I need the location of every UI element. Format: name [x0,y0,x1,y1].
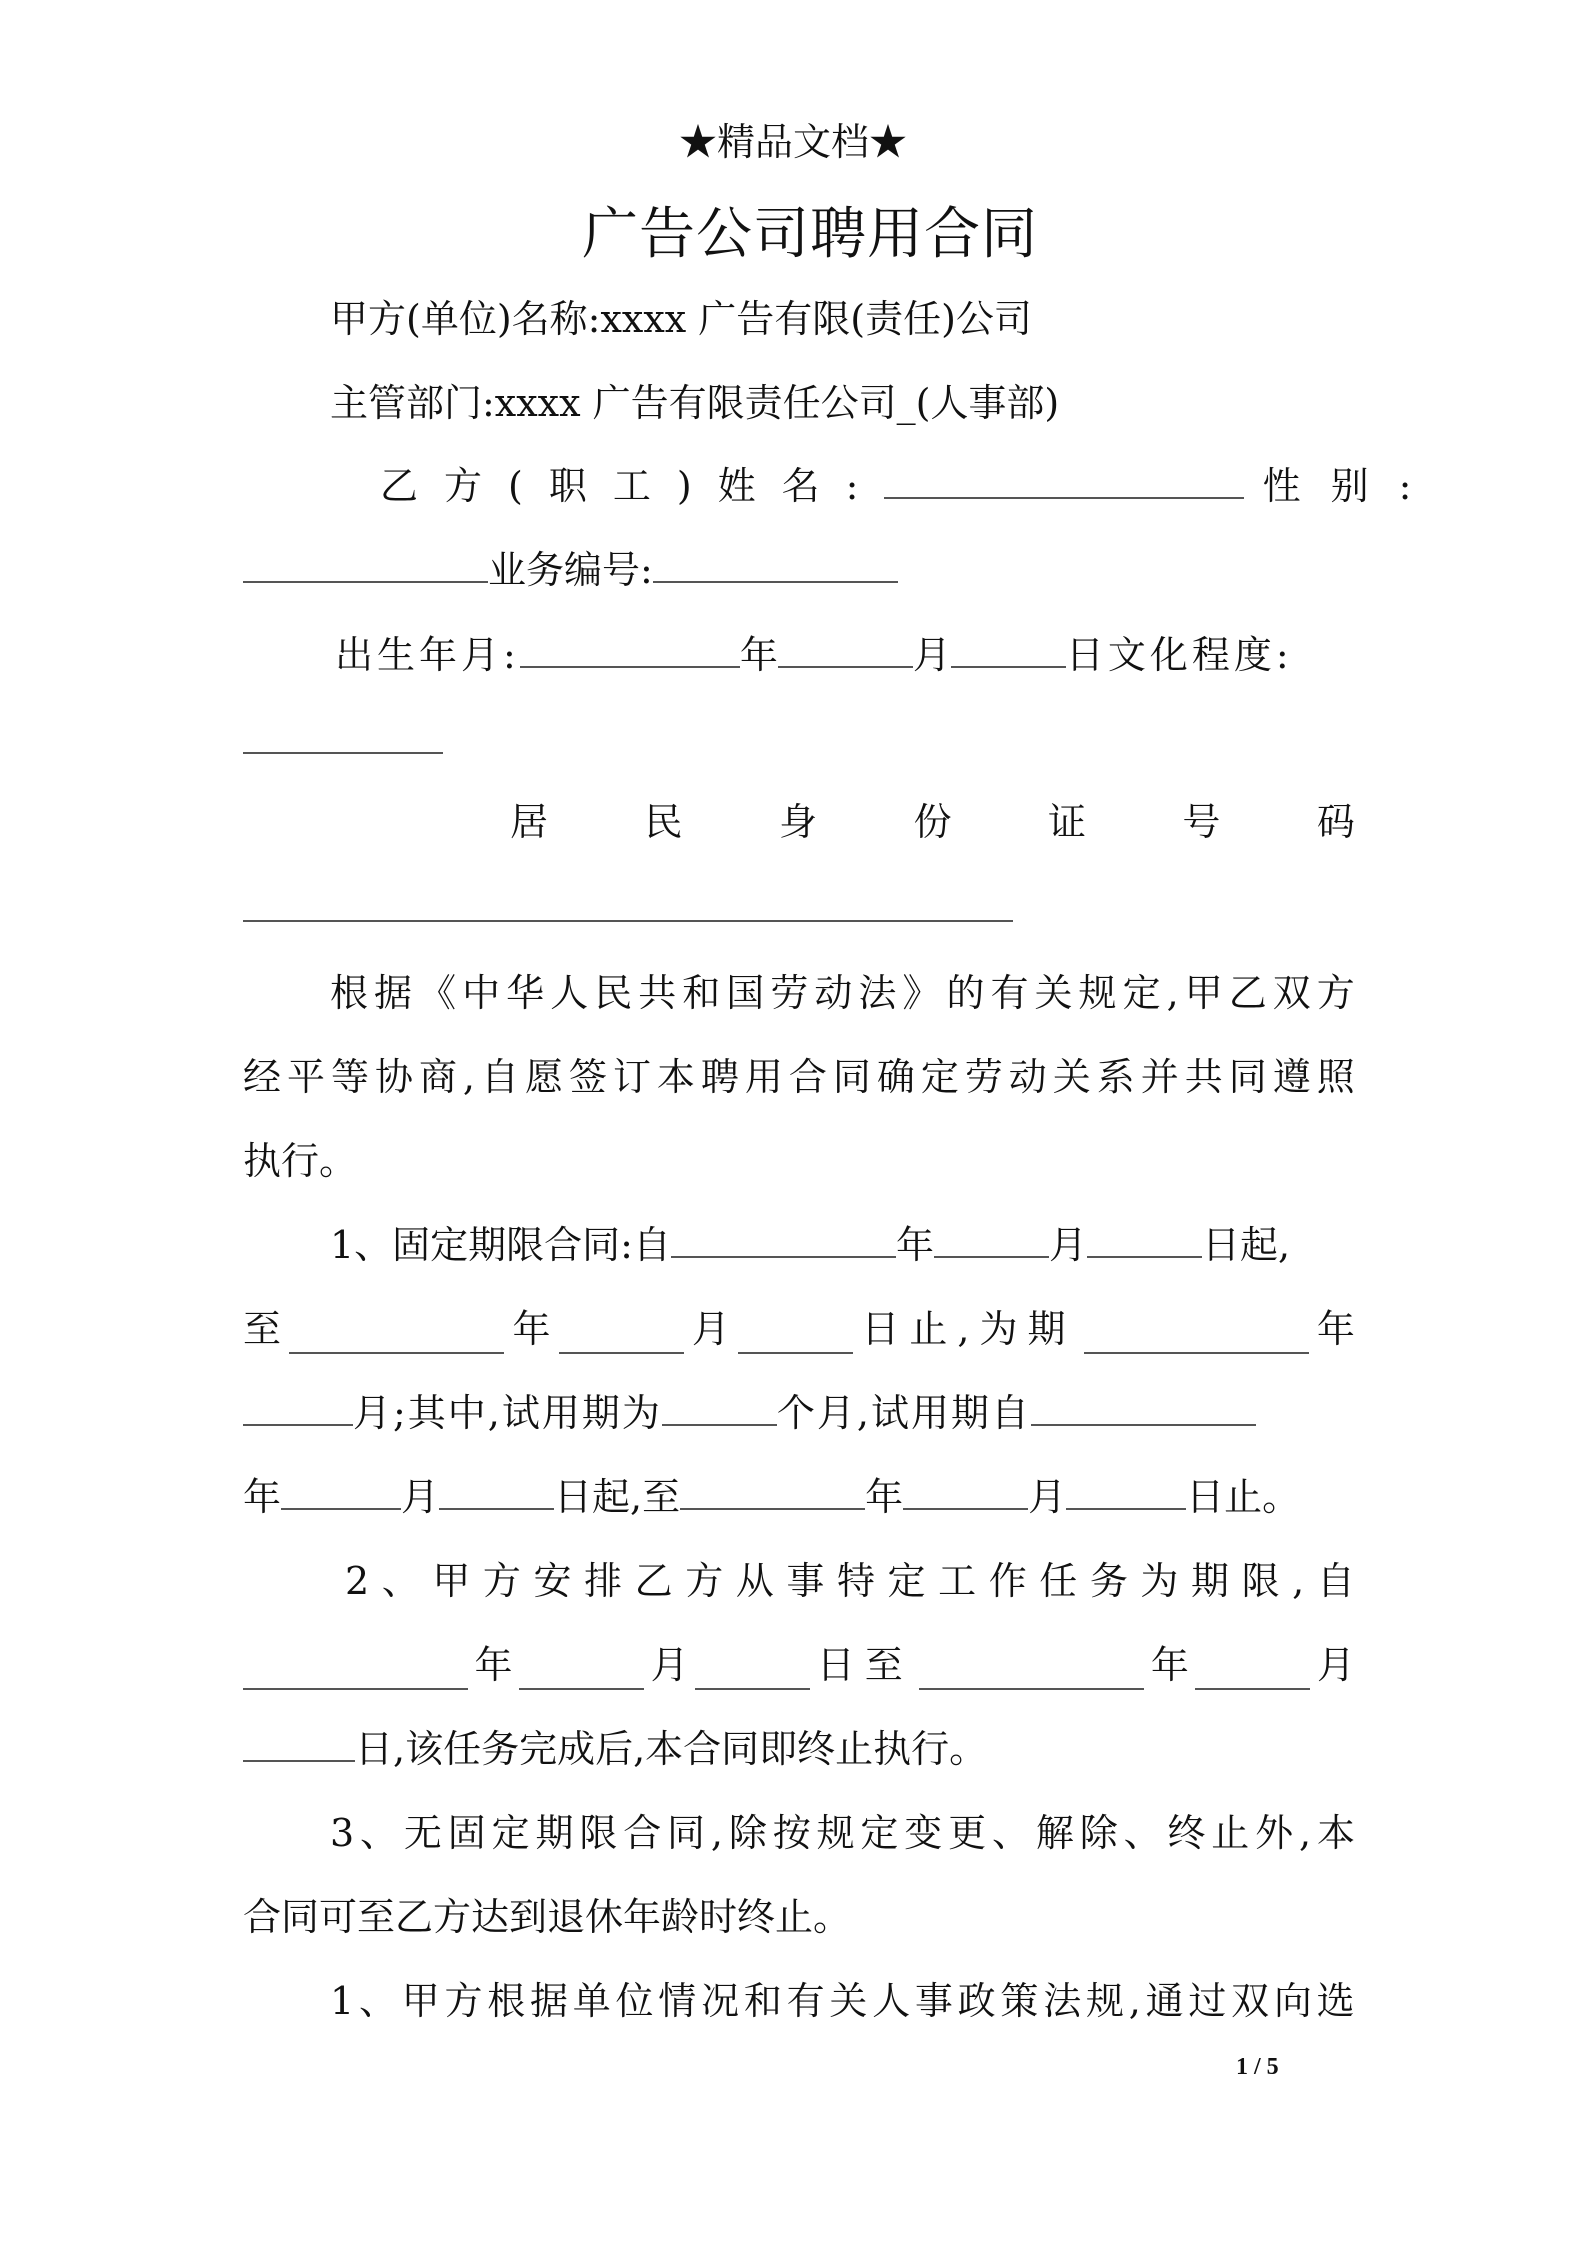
text-char: 签 [568,1055,607,1099]
text-char: 政 [957,1979,996,2023]
gender-blank[interactable] [243,545,488,583]
text-char: 规 [1085,1979,1124,2023]
text-char: 定 [491,1811,530,1855]
c2-start-month-blank[interactable] [519,1652,644,1690]
clause3-line-2: 合同可至乙方达到退休年龄时终止。 [243,1895,852,1939]
text-char: 有 [786,1979,825,2023]
text-char: 止 [1211,1811,1250,1855]
text-char: 限 [579,1811,618,1855]
text-char: 乙 [1228,971,1267,1015]
c2-year-label: 年 [474,1643,513,1687]
text-char: 号 [1182,800,1221,844]
text-char: 《 [418,971,457,1015]
text-char: 本 [1316,1811,1355,1855]
c2-end-year-blank[interactable] [919,1652,1144,1690]
c1-start-month-blank[interactable] [934,1220,1049,1258]
id-number-blank[interactable] [243,920,1013,922]
text-char: 人 [872,1979,911,2023]
name-blank[interactable] [884,461,1244,499]
text-char: 、 [381,1559,420,1603]
c2-start-day-blank[interactable] [695,1652,810,1690]
birth-row [335,630,1293,680]
text-char: 定 [860,1811,899,1855]
text-char: 解 [1035,1811,1074,1855]
party-b-row [380,461,1442,511]
text-char: 3 [330,1811,355,1855]
text-char: 合 [788,1055,827,1099]
c1-day-start: 日起, [1202,1223,1291,1267]
birth-month-blank[interactable] [778,630,913,668]
text-char: 事 [786,1559,825,1603]
text-char: 限 [1241,1559,1280,1603]
text-char: 国 [726,971,765,1015]
text-char: 系 [1096,1055,1135,1099]
text-char: 和 [682,971,721,1015]
text-char: 同 [1228,1055,1267,1099]
text-char: 本 [656,1055,695,1099]
c1-term-month-blank[interactable] [243,1388,353,1426]
clause2-line-1-text [345,1556,1355,1606]
text-char: , [462,1055,476,1099]
text-char: 2 [345,1559,370,1603]
text-char: 过 [1188,1979,1227,2023]
intro-line-2-text [243,1052,1355,1102]
birth-label: 出生年月: [335,633,520,677]
c2-end-day-blank[interactable] [243,1724,355,1762]
text-char: 动 [814,971,853,1015]
text-char: 工 [938,1559,977,1603]
text-char: 》 [902,971,941,1015]
text-char: 除 [1079,1811,1118,1855]
intro-line-2 [243,1052,1355,1102]
text-char: , [1128,1979,1141,2023]
text-char: , [1292,1559,1305,1603]
c1-p-year-label: 年 [243,1475,282,1519]
c1-end-day-blank[interactable] [738,1316,853,1354]
clause1-line-4 [243,1472,1300,1522]
text-char: 关 [1034,971,1073,1015]
text-char: 据 [530,1979,569,2023]
text-char: 并 [1140,1055,1179,1099]
text-char: 用 [744,1055,783,1099]
text-char: 定 [920,1055,959,1099]
text-char: 订 [612,1055,651,1099]
birth-month-label: 月 [912,633,951,677]
text-char: 同 [667,1811,706,1855]
intro-line-3: 执行。 [243,1139,358,1183]
text-char: 向 [1273,1979,1312,2023]
text-char: 动 [1008,1055,1047,1099]
c1-day-start2: 日起,至 [554,1475,681,1519]
text-char: 遵 [1272,1055,1311,1099]
c1-end-year-label: 年 [512,1307,551,1351]
text-char: 中 [462,971,501,1015]
text-char: 证 [1047,800,1086,844]
c1-term-blank[interactable] [1084,1316,1309,1354]
text-char: 作 [988,1559,1027,1603]
text-char: 经 [243,1055,282,1099]
education-blank[interactable] [243,752,443,754]
number-label: 业务编号: [488,548,653,592]
text-char: 情 [658,1979,697,2023]
text-char: 终 [1167,1811,1206,1855]
c1-day-end: 日止,为期 [861,1307,1076,1351]
c1-start-year-blank[interactable] [671,1220,896,1258]
c1-p-end-year-label: 年 [865,1475,904,1519]
text-char: , [1299,1811,1312,1855]
text-char: 规 [1078,971,1117,1015]
text-char: 自 [480,1055,519,1099]
text-char: 同 [832,1055,871,1099]
number-blank[interactable] [653,545,898,583]
text-char: 劳 [964,1055,1003,1099]
c1-p-day-blank[interactable] [439,1472,554,1510]
text-char: 固 [447,1811,486,1855]
text-char: 1 [330,1979,355,2023]
text-char: 愿 [524,1055,563,1099]
text-char: 况 [701,1979,740,2023]
c2-day-to: 日至 [816,1643,913,1687]
page-number: 1 / 5 [1236,2054,1279,2080]
text-char: 通 [1145,1979,1184,2023]
text-char: 方 [1316,971,1355,1015]
id-number-label [510,797,1355,847]
text-char: , [1166,971,1179,1015]
text-char: 法 [1043,1979,1082,2023]
clause3-line-1-text [330,1808,1355,1858]
clause2-line-3 [243,1724,987,1774]
c1-p-end-month-blank[interactable] [903,1472,1028,1510]
c2-end-month-label: 月 [1316,1643,1355,1687]
text-char: 除 [728,1811,767,1855]
birth-year-label: 年 [739,633,778,677]
text-char: 的 [946,971,985,1015]
text-char: 民 [644,800,683,844]
c1-probation-sep: 月;其中,试用期为 [353,1391,662,1435]
text-char: 定 [1122,971,1161,1015]
text-char: 定 [887,1559,926,1603]
text-char: 方 [482,1559,521,1603]
text-char: 身 [778,800,817,844]
c1-day-end2: 日止。 [1186,1475,1301,1519]
c1-to-label: 至 [243,1307,282,1351]
text-char: 关 [829,1979,868,2023]
text-char: 确 [876,1055,915,1099]
text-char: 合 [623,1811,662,1855]
c1-term-year-label: 年 [1316,1307,1355,1351]
text-char: 等 [330,1055,369,1099]
text-char: 有 [990,971,1029,1015]
c1-start-day-blank[interactable] [1087,1220,1202,1258]
text-char: 策 [1000,1979,1039,2023]
text-char: 特 [836,1559,875,1603]
text-char: 选 [1316,1979,1355,2023]
text-char: 、 [992,1811,1031,1855]
text-char: 排 [584,1559,623,1603]
text-char: 共 [1184,1055,1223,1099]
c1-end-year-blank[interactable] [289,1316,504,1354]
c1-probation-start-blank[interactable] [1031,1388,1256,1426]
clause4-line-1-text [330,1976,1355,2026]
text-char: 平 [286,1055,325,1099]
text-char: 份 [913,800,952,844]
gender-label: 性别: [1262,464,1442,508]
text-char: 根 [487,1979,526,2023]
text-char: 居 [510,800,549,844]
clause2-line-2 [243,1640,1355,1690]
text-char: 事 [914,1979,953,2023]
text-char: 期 [1191,1559,1230,1603]
clause4-line-1 [330,1976,1355,2026]
birth-day-edu-label: 日文化程度: [1065,633,1293,677]
c1-year-label: 年 [895,1223,934,1267]
text-char: 人 [550,971,589,1015]
text-char: 务 [1089,1559,1128,1603]
text-char: 甲 [432,1559,471,1603]
birth-year-blank[interactable] [520,630,740,668]
text-char: 民 [594,971,633,1015]
c1-probation-blank[interactable] [662,1388,777,1426]
clause1-line-2 [243,1304,1355,1354]
text-char: 按 [772,1811,811,1855]
id-number-chars [510,797,1355,847]
c1-end-month-label: 月 [691,1307,730,1351]
intro-line-1-text [330,968,1355,1018]
clause1-line-3 [243,1388,1256,1438]
text-char: 无 [403,1811,442,1855]
department-line: 主管部门:xxxx 广告有限责任公司_(人事部) [330,381,1060,425]
c2-month-label: 月 [650,1643,689,1687]
text-char: 方 [685,1559,724,1603]
text-char: 关 [1052,1055,1091,1099]
text-char: 更 [948,1811,987,1855]
header-mark: ★精品文档★ [678,120,907,164]
text-char: 根 [330,971,369,1015]
c1-end-month-blank[interactable] [559,1316,684,1354]
text-char: 规 [816,1811,855,1855]
text-char: 期 [535,1811,574,1855]
clause1-start: 1、固定期限合同:自 [330,1223,671,1267]
document-title: 广告公司聘用合同 [582,202,1038,267]
text-char: 单 [572,1979,611,2023]
text-char: 双 [1272,971,1311,1015]
text-char: , [710,1811,723,1855]
party-a-name: 甲方(单位)名称:xxxx 广告有限(责任)公司 [330,297,1032,341]
text-char: 任 [1039,1559,1078,1603]
text-char: 变 [904,1811,943,1855]
c1-p-month-blank[interactable] [281,1472,401,1510]
text-char: 照 [1316,1055,1355,1099]
c2-end-year-label: 年 [1150,1643,1189,1687]
name-label: 乙方(职工)姓名: [380,464,885,508]
intro-line-1 [330,968,1355,1018]
c1-p-end-day-blank[interactable] [1066,1472,1186,1510]
c1-p-month-label: 月 [401,1475,440,1519]
c2-line3-end: 日,该任务完成后,本合同即终止执行。 [355,1727,988,1771]
c1-p-end-month-label: 月 [1028,1475,1067,1519]
text-char: 为 [1140,1559,1179,1603]
clause2-line-1 [345,1556,1355,1606]
text-char: 聘 [700,1055,739,1099]
text-char: 安 [533,1559,572,1603]
text-char: 从 [735,1559,774,1603]
text-char: 位 [615,1979,654,2023]
text-char: 甲 [1184,971,1223,1015]
text-char: 共 [638,971,677,1015]
text-char: 法 [858,971,897,1015]
text-char: 自 [1316,1559,1355,1603]
text-char: 甲 [401,1979,440,2023]
c1-probation-months: 个月,试用期自 [776,1391,1031,1435]
clause3-line-1 [330,1808,1355,1858]
text-char: 、 [1123,1811,1162,1855]
text-char: 双 [1231,1979,1270,2023]
business-number-row [243,545,898,595]
birth-day-blank[interactable] [951,630,1066,668]
text-char: 协 [374,1055,413,1099]
c1-p-end-year-blank[interactable] [680,1472,865,1510]
c2-end-month-blank[interactable] [1195,1652,1310,1690]
text-char: 外 [1255,1811,1294,1855]
c1-month-label: 月 [1049,1223,1088,1267]
text-char: 华 [506,971,545,1015]
text-char: 劳 [770,971,809,1015]
clause1-line-1 [330,1220,1290,1270]
text-char: 商 [418,1055,457,1099]
text-char: 码 [1316,800,1355,844]
text-char: 、 [360,1811,399,1855]
text-char: 和 [743,1979,782,2023]
text-char: 乙 [634,1559,673,1603]
text-char: 方 [444,1979,483,2023]
c2-start-year-blank[interactable] [243,1652,468,1690]
text-char: 、 [358,1979,397,2023]
text-char: 据 [374,971,413,1015]
